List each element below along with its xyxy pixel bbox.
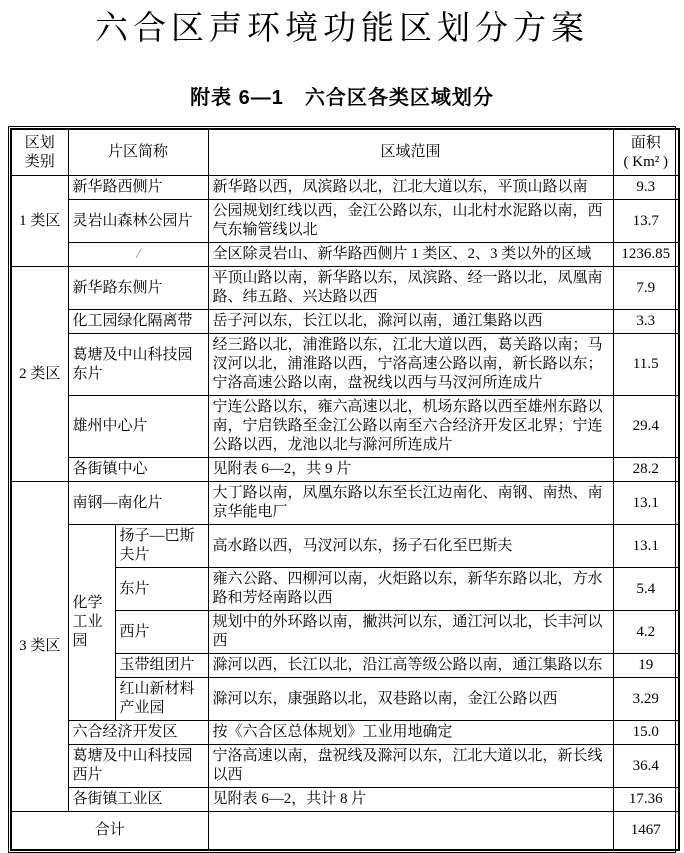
name-cell: 灵岩山森林公园片 — [68, 200, 208, 243]
area-cell: 28.2 — [613, 458, 679, 482]
table-row — [11, 721, 679, 745]
scope-cell: 大丁路以南，凤凰东路以东至长江边南化、南钢、南热、南京华能电厂 — [208, 482, 613, 525]
area-cell: 7.9 — [613, 267, 679, 310]
name-cell: 新华路西侧片 — [68, 176, 208, 200]
scope-cell: 规划中的外环路以南，撇洪河以东，通江河以北，长丰河以西 — [208, 611, 613, 654]
area-cell: 13.7 — [613, 200, 679, 243]
table-row — [11, 267, 679, 310]
scope-cell: 宁洛高速以南，盘祝线及滁河以东，江北大道以北，新长线以西 — [208, 745, 613, 788]
scope-cell: 经三路以北，浦淮路以东，江北大道以西，葛关路以南；马汊河以北，浦淮路以西，宁洛高速公路以南，新长路以东；宁洛高速公路以南，盘祝线以西与马汊河所连成片 — [208, 334, 613, 396]
scope-cell: 平顶山路以南，新华路以东，凤滨路、经一路以北，凤凰南路、纬五路、兴达路以西 — [208, 267, 613, 310]
total-scope-cell-empty — [208, 812, 613, 851]
area-cell: 36.4 — [613, 745, 679, 788]
scope-cell: 新华路以西，凤滨路以北，江北大道以东，平顶山路以南 — [208, 176, 613, 200]
name-cell: 红山新材料产业园 — [115, 678, 208, 721]
zone-division-table-wrapper — [8, 126, 676, 853]
table-row — [11, 482, 679, 525]
header-district-name: 片区简称 — [68, 129, 208, 176]
area-cell: 4.2 — [613, 611, 679, 654]
name-cell: 各街镇中心 — [68, 458, 208, 482]
table-total-row — [11, 812, 679, 851]
name-cell: 南钢—南化片 — [68, 482, 208, 525]
table-caption: 附表 6—1 六合区各类区域划分 — [190, 87, 494, 109]
area-cell: 5.4 — [613, 568, 679, 611]
total-label-cell: 合计 — [11, 812, 208, 851]
scope-cell: 见附表 6—2，共计 8 片 — [208, 788, 613, 812]
table-row — [11, 396, 679, 458]
table-row — [11, 788, 679, 812]
name-cell: 西片 — [115, 611, 208, 654]
scope-cell: 宁连公路以东，雍六高速以北，机场东路以西至雄州东路以南，宁启铁路至金江公路以南至六合经济开发区北界；宁连公路以西，龙池以北与滁河所连成片 — [208, 396, 613, 458]
area-cell: 11.5 — [613, 334, 679, 396]
category-cell-class3: 3 类区 — [11, 482, 68, 812]
table-header-row — [11, 129, 679, 176]
area-cell: 15.0 — [613, 721, 679, 745]
name-cell: 化工园绿化隔离带 — [68, 310, 208, 334]
scope-cell: 岳子河以东，长江以北，滁河以南，通江集路以西 — [208, 310, 613, 334]
scope-cell: 见附表 6—2，共 9 片 — [208, 458, 613, 482]
name-cell: 雄州中心片 — [68, 396, 208, 458]
table-row — [11, 200, 679, 243]
name-cell: 葛塘及中山科技园西片 — [68, 745, 208, 788]
area-cell: 19 — [613, 654, 679, 678]
area-cell: 1236.85 — [613, 243, 679, 267]
total-area-cell: 1467 — [613, 812, 679, 851]
scope-cell: 雍六公路、四柳河以南，火炬路以东，新华东路以北，方水路和芳烃南路以西 — [208, 568, 613, 611]
area-cell: 9.3 — [613, 176, 679, 200]
area-cell: 17.36 — [613, 788, 679, 812]
page-title: 六合区声环境功能区划分方案 — [95, 11, 589, 47]
category-cell-class1: 1 类区 — [11, 176, 68, 267]
name-cell: 六合经济开发区 — [68, 721, 208, 745]
table-row — [11, 243, 679, 267]
name-cell: 玉带组团片 — [115, 654, 208, 678]
category-cell-class2: 2 类区 — [11, 267, 68, 482]
area-cell: 13.1 — [613, 525, 679, 568]
area-cell: 3.29 — [613, 678, 679, 721]
table-row — [11, 334, 679, 396]
scope-cell: 公园规划红线以西，金江公路以东，山北村水泥路以南，西气东输管线以北 — [208, 200, 613, 243]
header-area: 面积 ( Km² ) — [613, 129, 679, 176]
header-category: 区划 类别 — [11, 129, 68, 176]
area-cell: 29.4 — [613, 396, 679, 458]
table-row — [11, 525, 679, 568]
name-cell: 各街镇工业区 — [68, 788, 208, 812]
chemical-industry-park-cell: 化学工业园 — [68, 525, 115, 721]
header-scope: 区域范围 — [208, 129, 613, 176]
table-row — [11, 176, 679, 200]
scope-cell: 高水路以西，马汊河以东，扬子石化至巴斯夫 — [208, 525, 613, 568]
zone-division-table — [10, 128, 680, 851]
scope-cell: 全区除灵岩山、新华路西侧片 1 类区、2、3 类以外的区域 — [208, 243, 613, 267]
name-cell: 东片 — [115, 568, 208, 611]
name-cell: 新华路东侧片 — [68, 267, 208, 310]
scope-cell: 滁河以西，长江以北，沿江高等级公路以南，通江集路以东 — [208, 654, 613, 678]
scope-cell: 滁河以东，康强路以北，双巷路以南，金江公路以西 — [208, 678, 613, 721]
table-row — [11, 310, 679, 334]
table-row — [11, 745, 679, 788]
table-row — [11, 458, 679, 482]
name-cell: / — [68, 243, 208, 267]
name-cell: 扬子—巴斯夫片 — [115, 525, 208, 568]
area-cell: 3.3 — [613, 310, 679, 334]
area-cell: 13.1 — [613, 482, 679, 525]
name-cell: 葛塘及中山科技园东片 — [68, 334, 208, 396]
scope-cell: 按《六合区总体规划》工业用地确定 — [208, 721, 613, 745]
